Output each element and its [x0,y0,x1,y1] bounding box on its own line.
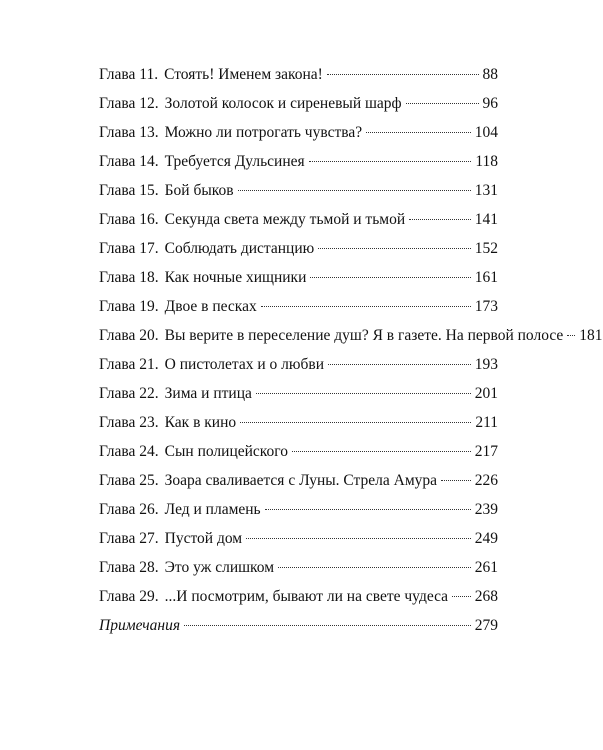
toc-entry-title [99,89,402,118]
toc-entry [99,118,498,147]
table-of-contents [99,60,603,640]
toc-chapter-number: Глава 15. [99,182,159,199]
toc-entry [99,553,498,582]
toc-entry-title [99,205,405,234]
toc-page-number: 268 [474,588,498,605]
toc-entry-title [99,292,257,321]
toc-leader-dots [292,451,471,452]
toc-leader-dots [318,248,471,249]
toc-entry [99,466,498,495]
toc-entry-title [99,176,234,205]
toc-leader-dots [327,74,479,75]
toc-chapter-number: Глава 13. [99,124,159,141]
toc-chapter-title: Лед и пламень [164,501,261,518]
toc-leader-dots [246,538,471,539]
toc-leader-dots [567,335,575,336]
toc-page-number: 181 [579,327,603,344]
toc-chapter-title: Зоара сваливается с Луны. Стрела Амура [164,472,438,489]
toc-leader-dots [309,161,472,162]
toc-chapter-number: Глава 19. [99,298,159,315]
toc-entry [99,321,603,350]
toc-chapter-title: Как в кино [164,414,237,431]
toc-chapter-title: Как ночные хищники [164,269,307,286]
toc-leader-dots [240,422,471,423]
toc-chapter-number: Глава 29. [99,588,159,605]
toc-page-number: 131 [474,182,498,199]
toc-chapter-title: Сын полицейского [164,443,289,460]
toc-chapter-title: ...И посмотрим, бывают ли на свете чудеса [164,588,449,605]
toc-entry-title [99,437,288,466]
toc-entry-notes [99,611,498,640]
toc-leader-dots [184,625,471,626]
toc-leader-dots [366,132,471,133]
toc-chapter-title: Требуется Дульсинея [164,153,305,170]
toc-chapter-number: Глава 28. [99,559,159,576]
toc-entry [99,408,498,437]
toc-page-number: 161 [474,269,498,286]
toc-entry-title [99,379,252,408]
toc-leader-dots [406,103,479,104]
toc-chapter-number: Глава 12. [99,95,159,112]
toc-chapter-number: Глава 14. [99,153,159,170]
toc-entry-title [99,118,362,147]
toc-leader-dots [441,480,471,481]
toc-leader-dots [278,567,471,568]
toc-entry-title [99,234,314,263]
toc-chapter-title: Двое в песках [164,298,257,315]
toc-page-number: 141 [474,211,498,228]
toc-chapter-title: Золотой колосок и сиреневый шарф [164,95,402,112]
toc-entry [99,379,498,408]
toc-leader-dots [265,509,471,510]
toc-chapter-number: Глава 24. [99,443,159,460]
toc-notes-title: Примечания [99,617,181,634]
toc-page-number: 104 [474,124,498,141]
toc-entry [99,263,498,292]
toc-page-number: 279 [474,617,498,634]
toc-entry [99,524,498,553]
toc-page-number: 226 [474,472,498,489]
toc-entry [99,582,498,611]
toc-entry-title [99,582,448,611]
toc-page-number: 193 [474,356,498,373]
toc-chapter-title: Пустой дом [164,530,243,547]
toc-page-number: 261 [474,559,498,576]
toc-page-number: 249 [474,530,498,547]
toc-chapter-title: Бой быков [164,182,234,199]
toc-leader-dots [409,219,471,220]
toc-entry-title [99,553,274,582]
toc-leader-dots [238,190,471,191]
toc-page-number: 211 [475,414,498,431]
toc-entry-title [99,60,323,89]
toc-chapter-title: О пистолетах и о любви [164,356,325,373]
toc-entry [99,176,498,205]
toc-entry [99,60,498,89]
toc-entry-title [99,350,324,379]
toc-entry [99,437,498,466]
toc-page-number: 217 [474,443,498,460]
toc-page-number: 88 [482,66,498,83]
toc-entry [99,350,498,379]
toc-chapter-title: Вы верите в переселение душ? Я в газете. На первой полосе [164,327,564,344]
toc-chapter-number: Глава 23. [99,414,159,431]
toc-chapter-title: Соблюдать дистанцию [164,240,315,257]
toc-leader-dots [261,306,471,307]
toc-page-number: 118 [475,153,498,170]
toc-chapter-title: Стоять! Именем закона! [164,66,323,83]
toc-entry [99,234,498,263]
toc-leader-dots [328,364,471,365]
toc-entry [99,495,498,524]
toc-page-number: 173 [474,298,498,315]
toc-chapter-number: Глава 17. [99,240,159,257]
toc-leader-dots [256,393,471,394]
toc-entry-title [99,466,437,495]
toc-chapter-number: Глава 26. [99,501,159,518]
toc-entry-title [99,147,305,176]
toc-chapter-number: Глава 16. [99,211,159,228]
toc-chapter-number: Глава 25. [99,472,159,489]
toc-entry-title [99,495,261,524]
toc-chapter-title: Это уж слишком [164,559,275,576]
toc-entry [99,89,498,118]
toc-entry [99,292,498,321]
toc-chapter-title: Можно ли потрогать чувства? [164,124,363,141]
toc-chapter-number: Глава 18. [99,269,159,286]
toc-page-number: 239 [474,501,498,518]
toc-chapter-number: Глава 21. [99,356,159,373]
toc-leader-dots [310,277,470,278]
toc-chapter-title: Зима и птица [164,385,252,402]
toc-page-number: 201 [474,385,498,402]
toc-chapter-number: Глава 20. [99,327,159,344]
toc-chapter-number: Глава 27. [99,530,159,547]
toc-chapter-number: Глава 22. [99,385,159,402]
toc-entry-title [99,524,242,553]
toc-entry [99,205,498,234]
toc-entry-title [99,321,563,350]
toc-page-number: 96 [482,95,498,112]
toc-entry [99,147,498,176]
toc-entry-title [99,408,236,437]
toc-chapter-title: Секунда света между тьмой и тьмой [164,211,406,228]
toc-chapter-number: Глава 11. [99,66,159,83]
toc-entry-title [99,263,306,292]
toc-page-number: 152 [474,240,498,257]
toc-leader-dots [452,596,471,597]
